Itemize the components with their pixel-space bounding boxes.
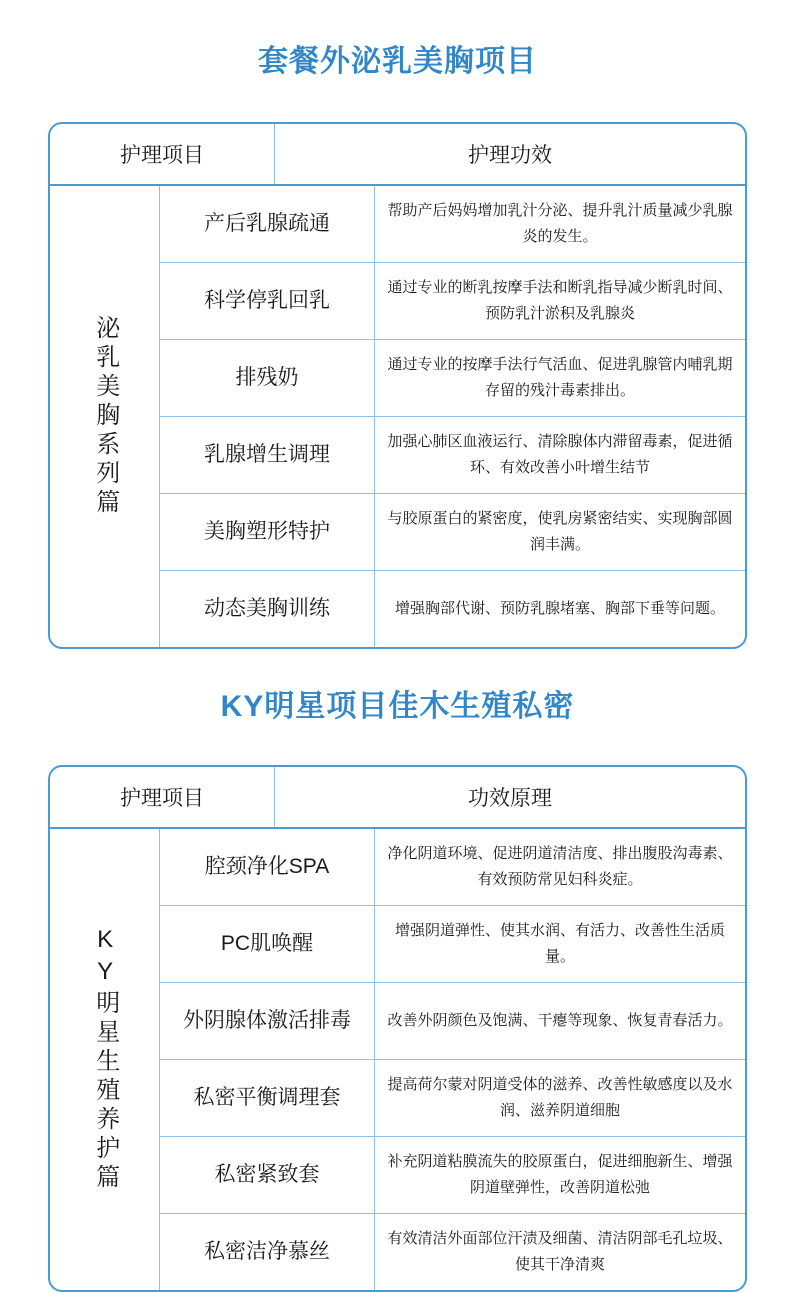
care-table-intimate [48, 765, 747, 1292]
table-rows [160, 829, 745, 1290]
table-row [160, 829, 745, 906]
row-item-name: 私密紧致套 [160, 1137, 375, 1213]
column-header-care-effect: 护理功效 [468, 143, 552, 167]
row-item-name: 外阴腺体激活排毒 [160, 983, 375, 1059]
column-header-care-item: 护理项目 [50, 124, 275, 184]
row-item-desc: 有效清洁外面部位汗渍及细菌、清洁阴部毛孔垃圾、使其干净清爽 [387, 1230, 733, 1273]
table-row [160, 1214, 745, 1290]
row-item-desc: 提高荷尔蒙对阴道受体的滋养、改善性敏感度以及水润、滋养阴道细胞 [387, 1076, 733, 1119]
row-item-desc: 补充阴道粘膜流失的胶原蛋白，促进细胞新生、增强阴道壁弹性，改善阴道松弛 [387, 1153, 733, 1196]
table-body [50, 186, 745, 647]
row-item-desc: 帮助产后妈妈增加乳汁分泌、提升乳汁质量减少乳腺炎的发生。 [387, 202, 733, 245]
table-row [160, 1060, 745, 1137]
table-row [160, 983, 745, 1060]
column-header-effect-principle: 功效原理 [468, 786, 552, 810]
table-row [160, 571, 745, 647]
row-item-desc: 改善外阴颜色及饱满、干瘪等现象、恢复青春活力。 [387, 1011, 733, 1029]
table-body [50, 829, 745, 1290]
column-header-care-item: 护理项目 [50, 767, 275, 827]
row-item-name: 腔颈净化SPA [160, 829, 375, 905]
row-item-name: 产后乳腺疏通 [160, 186, 375, 262]
category-label-text: KY明星生殖养护篇 [91, 925, 119, 1193]
table-header-row [50, 124, 745, 186]
row-item-name: 乳腺增生调理 [160, 417, 375, 493]
category-label [50, 186, 160, 647]
row-item-name: PC肌唤醒 [160, 906, 375, 982]
row-item-name: 排残奶 [160, 340, 375, 416]
category-label [50, 829, 160, 1290]
table-row [160, 186, 745, 263]
category-label-text: 泌乳美胸系列篇 [91, 314, 119, 518]
row-item-name: 美胸塑形特护 [160, 494, 375, 570]
table-header-row [50, 767, 745, 829]
care-table-lactation [48, 122, 747, 649]
table-row [160, 494, 745, 571]
row-item-desc: 通过专业的按摩手法行气活血、促进乳腺管内哺乳期存留的残汁毒素排出。 [387, 356, 733, 399]
page-title: 套餐外泌乳美胸项目 [258, 44, 537, 78]
table-row [160, 1137, 745, 1214]
table-row [160, 417, 745, 494]
row-item-desc: 增强胸部代谢、预防乳腺堵塞、胸部下垂等问题。 [394, 600, 725, 618]
row-item-name: 动态美胸训练 [160, 571, 375, 647]
table-row [160, 906, 745, 983]
row-item-desc: 增强阴道弹性、使其水润、有活力、改善性生活质量。 [394, 922, 725, 965]
row-item-desc: 通过专业的断乳按摩手法和断乳指导减少断乳时间、预防乳汁淤积及乳腺炎 [387, 279, 733, 322]
row-item-name: 私密平衡调理套 [160, 1060, 375, 1136]
row-item-name: 私密洁净慕丝 [160, 1214, 375, 1290]
table-row [160, 340, 745, 417]
row-item-desc: 与胶原蛋白的紧密度，使乳房紧密结实、实现胸部圆润丰满。 [387, 510, 733, 553]
row-item-desc: 净化阴道环境、促进阴道清洁度、排出腹股沟毒素、有效预防常见妇科炎症。 [387, 845, 733, 888]
row-item-desc: 加强心肺区血液运行、清除腺体内滞留毒素，促进循环、有效改善小叶增生结节 [387, 433, 733, 476]
document-page [0, 25, 795, 1293]
page-title-secondary: KY明星项目佳木生殖私密 [220, 689, 575, 723]
table-rows [160, 186, 745, 647]
table-row [160, 263, 745, 340]
row-item-name: 科学停乳回乳 [160, 263, 375, 339]
